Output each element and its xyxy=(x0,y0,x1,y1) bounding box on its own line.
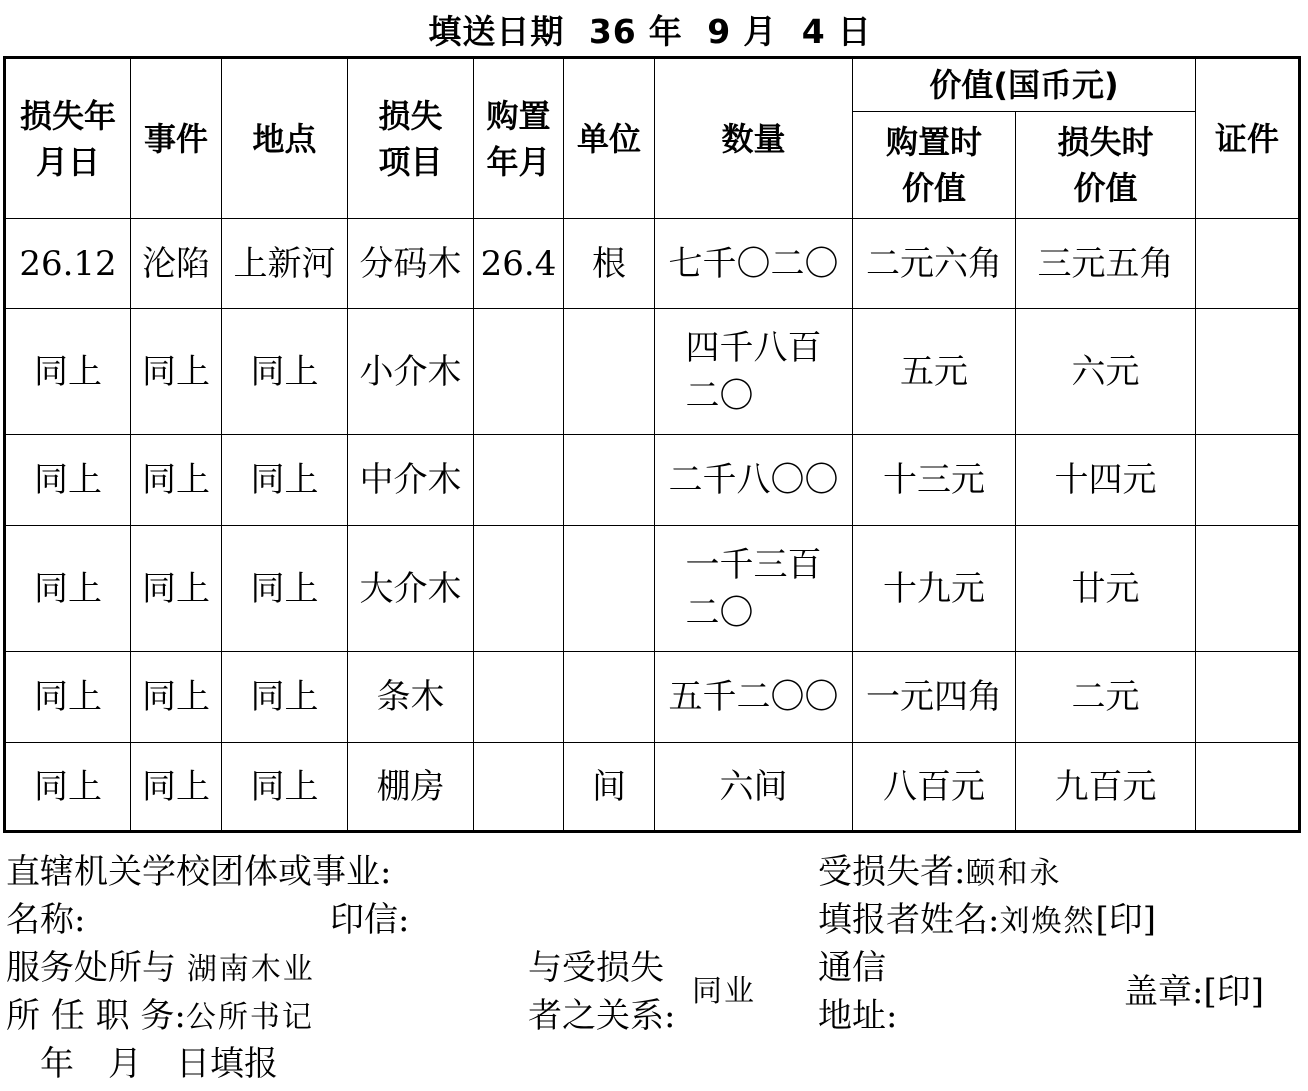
cell-certificate xyxy=(1196,743,1300,832)
position-label-text: 所 任 职 务: xyxy=(6,996,186,1036)
cell-unit xyxy=(564,526,655,652)
cell-unit xyxy=(564,652,655,743)
header-value-loss: 损失时 价值 xyxy=(1016,112,1196,219)
header-value-group: 价值(国币元) xyxy=(853,58,1196,112)
relation-label-line2: 者之关系: xyxy=(528,996,676,1036)
header-quantity: 数量 xyxy=(655,58,853,219)
cell-event: 同上 xyxy=(131,743,222,832)
cell-value-loss: 六元 xyxy=(1016,309,1196,435)
quantity-text: 一千三百 二〇 xyxy=(685,544,822,633)
relation-value: 同业 xyxy=(692,974,756,1009)
cell-place: 同上 xyxy=(222,743,348,832)
relation-label-line1: 与受损失 xyxy=(528,948,664,988)
header-value-purchase: 购置时 价值 xyxy=(853,112,1016,219)
cell-event: 同上 xyxy=(131,435,222,526)
cell-item: 棚房 xyxy=(348,743,474,832)
cell-value-purchase: 二元六角 xyxy=(853,219,1016,309)
cell-event: 同上 xyxy=(131,309,222,435)
cell-item: 小介木 xyxy=(348,309,474,435)
cell-date: 26.12 xyxy=(5,219,131,309)
cell-item: 分码木 xyxy=(348,219,474,309)
cell-value-loss: 三元五角 xyxy=(1016,219,1196,309)
cell-date: 同上 xyxy=(5,435,131,526)
address-label-line1: 通信 xyxy=(818,948,886,988)
cell-quantity: 二千八〇〇 xyxy=(655,435,853,526)
table-row xyxy=(5,219,1300,309)
cell-item: 大介木 xyxy=(348,526,474,652)
cell-purchase-date xyxy=(474,309,564,435)
cell-unit xyxy=(564,309,655,435)
cell-place: 同上 xyxy=(222,526,348,652)
cell-purchase-date xyxy=(474,435,564,526)
fill-date-month: 9 xyxy=(707,12,732,51)
cell-value-purchase: 一元四角 xyxy=(853,652,1016,743)
cell-unit: 间 xyxy=(564,743,655,832)
cell-certificate xyxy=(1196,435,1300,526)
table-row xyxy=(5,435,1300,526)
victim-value: 颐和永 xyxy=(965,856,1062,891)
cell-certificate xyxy=(1196,526,1300,652)
workplace-label-text: 服务处所与 xyxy=(6,948,176,988)
cell-event: 同上 xyxy=(131,652,222,743)
cell-value-purchase: 八百元 xyxy=(853,743,1016,832)
header-event: 事件 xyxy=(131,58,222,219)
cell-unit xyxy=(564,435,655,526)
table-row xyxy=(5,743,1300,832)
fill-date-line xyxy=(0,6,1300,53)
cell-purchase-date xyxy=(474,652,564,743)
cell-value-purchase: 五元 xyxy=(853,309,1016,435)
cell-value-purchase: 十三元 xyxy=(853,435,1016,526)
cell-place: 上新河 xyxy=(222,219,348,309)
stamp-value: [印] xyxy=(1203,972,1264,1012)
stamp-label xyxy=(1124,968,1264,1016)
cell-value-loss: 二元 xyxy=(1016,652,1196,743)
cell-value-loss: 十四元 xyxy=(1016,435,1196,526)
cell-quantity: 五千二〇〇 xyxy=(655,652,853,743)
fill-date-month-unit: 月 xyxy=(743,12,778,51)
seal-label: 印信: xyxy=(330,900,410,940)
fill-date-prefix: 填送日期 xyxy=(428,12,565,51)
report-footer xyxy=(0,840,1308,1091)
header-loss-item: 损失 项目 xyxy=(348,58,474,219)
table-row xyxy=(5,309,1300,435)
cell-value-loss: 廿元 xyxy=(1016,526,1196,652)
fill-date-year-unit: 年 xyxy=(648,12,683,51)
name-label: 名称: xyxy=(6,900,86,940)
cell-quantity xyxy=(655,309,853,435)
filler-seal: [印] xyxy=(1095,900,1156,940)
workplace-value: 湖南木业 xyxy=(186,952,315,987)
org-label: 直辖机关学校团体或事业: xyxy=(6,852,392,892)
cell-certificate xyxy=(1196,652,1300,743)
cell-quantity: 六间 xyxy=(655,743,853,832)
cell-event: 同上 xyxy=(131,526,222,652)
stamp-label-text: 盖章: xyxy=(1124,972,1204,1012)
victim-label xyxy=(818,848,1061,898)
fill-date-year: 36 xyxy=(588,12,637,51)
cell-value-purchase: 十九元 xyxy=(853,526,1016,652)
cell-purchase-date xyxy=(474,743,564,832)
victim-label-text: 受损失者: xyxy=(818,852,966,892)
cell-event: 沦陷 xyxy=(131,219,222,309)
filler-value: 刘焕然 xyxy=(999,904,1096,939)
position-label xyxy=(6,992,314,1042)
cell-place: 同上 xyxy=(222,309,348,435)
cell-item: 条木 xyxy=(348,652,474,743)
cell-purchase-date xyxy=(474,526,564,652)
fill-date-day-unit: 日 xyxy=(837,12,872,51)
address-label-line2: 地址: xyxy=(818,996,898,1036)
header-loss-date: 损失年 月日 xyxy=(5,58,131,219)
filler-label-text: 填报者姓名: xyxy=(818,900,1000,940)
table-row xyxy=(5,526,1300,652)
cell-place: 同上 xyxy=(222,435,348,526)
header-unit: 单位 xyxy=(564,58,655,219)
filler-label xyxy=(818,896,1156,946)
cell-date: 同上 xyxy=(5,309,131,435)
cell-quantity xyxy=(655,526,853,652)
cell-quantity: 七千〇二〇 xyxy=(655,219,853,309)
cell-purchase-date: 26.4 xyxy=(474,219,564,309)
workplace-label xyxy=(6,944,315,994)
cell-item: 中介木 xyxy=(348,435,474,526)
cell-unit: 根 xyxy=(564,219,655,309)
loss-report-table xyxy=(3,56,1301,833)
cell-date: 同上 xyxy=(5,526,131,652)
cell-place: 同上 xyxy=(222,652,348,743)
header-place: 地点 xyxy=(222,58,348,219)
quantity-text: 四千八百 二〇 xyxy=(685,327,822,416)
table-row xyxy=(5,652,1300,743)
position-value: 公所书记 xyxy=(185,1000,314,1035)
fill-date-day: 4 xyxy=(801,12,826,51)
header-certificate: 证件 xyxy=(1196,58,1300,219)
cell-certificate xyxy=(1196,219,1300,309)
header-purchase-date: 购置 年月 xyxy=(474,58,564,219)
cell-certificate xyxy=(1196,309,1300,435)
cell-date: 同上 xyxy=(5,743,131,832)
cell-date: 同上 xyxy=(5,652,131,743)
cell-value-loss: 九百元 xyxy=(1016,743,1196,832)
fill-date-blank: 年 月 日填报 xyxy=(40,1044,278,1084)
